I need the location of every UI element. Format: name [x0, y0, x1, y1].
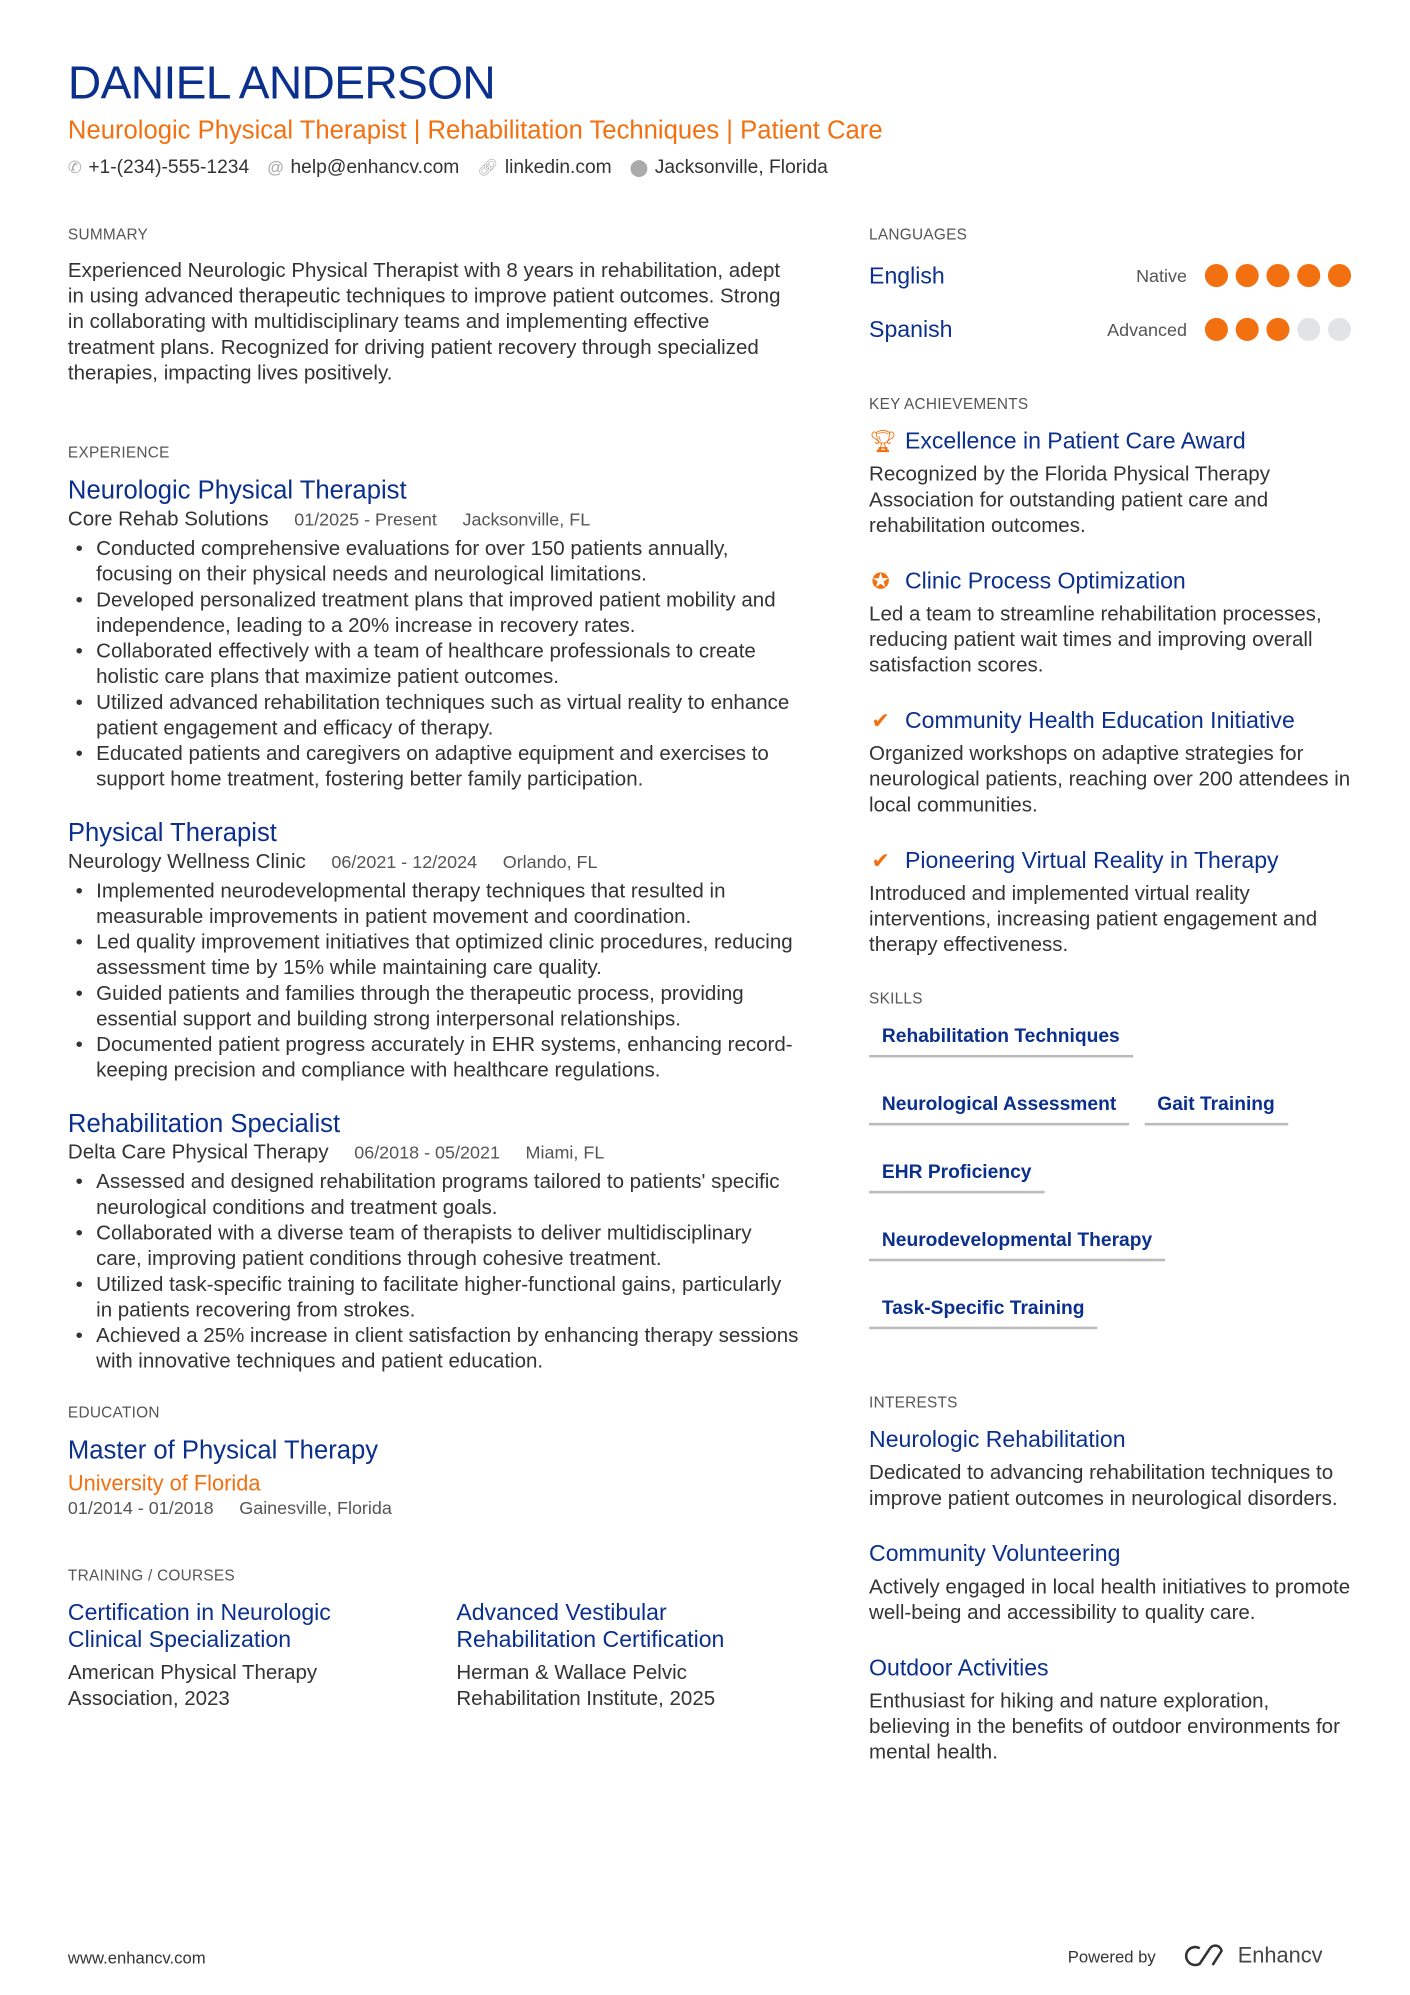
training-list: [68, 1600, 799, 1713]
bullet-item: • Conducted comprehensive evaluations for over 150 patients annually, focusing on their physical needs and neurological limitations.: [68, 537, 799, 588]
experience-list: [68, 477, 799, 1376]
skill-tag: Gait Training: [1144, 1088, 1287, 1125]
language-level: Advanced: [1107, 319, 1187, 340]
job-title: Physical Therapist: [67, 819, 277, 848]
rating-dot: [1236, 264, 1259, 287]
job-entry: [68, 1110, 799, 1375]
training-item: [68, 1600, 456, 1713]
linkedin-text[interactable]: linkedin.com: [504, 156, 612, 179]
job-dates: 06/2021 - 12/2024: [331, 851, 478, 872]
rating-dot: [1297, 318, 1320, 341]
job-location: Orlando, FL: [502, 851, 598, 872]
rating-dot: [1297, 264, 1320, 287]
school: University of Florida: [67, 1471, 261, 1496]
rating-dot: [1328, 318, 1351, 341]
phone-text: +1-(234)-555-1234: [88, 156, 250, 179]
achievement-desc: Introduced and implemented virtual reality interventions, increasing patient engagement and therapy effectiveness.: [869, 883, 1318, 957]
powered-by-label: Powered by: [1067, 1946, 1156, 1966]
training-desc: Herman & Wallace Pelvic Rehabilitation Institute, 2025: [456, 1662, 716, 1710]
interest-desc: Enthusiast for hiking and nature exploration, believing in the benefits of outdoor environments for mental health.: [869, 1690, 1340, 1764]
rating-dot: [1205, 318, 1228, 341]
contact-phone: [68, 156, 249, 178]
skill-tag: Task-Specific Training: [869, 1292, 1097, 1329]
summary-text: Experienced Neurologic Physical Therapist with 8 years in rehabilitation, adept in using advanced therapeutic techniques to improve patient outcomes. Strong in collaborating with multidisciplinary teams and implementing effective treatment plans. Recognized for driving patient recovery through specialized therapies, impacting lives positively.: [67, 260, 781, 385]
training-item: [456, 1600, 789, 1713]
trophy-icon: 🏆︎: [869, 428, 897, 454]
bullet-item: • Developed personalized treatment plans that improved patient mobility and independence, leading to a 20% increase in recovery rates.: [68, 588, 799, 639]
interest-item: [869, 1541, 1351, 1627]
job-entry: [68, 477, 799, 794]
interest-desc: Dedicated to advancing rehabilitation techniques to improve patient outcomes in neurological disorders.: [869, 1462, 1338, 1510]
job-bullets: [68, 537, 799, 793]
achievement-title: Pioneering Virtual Reality in Therapy: [904, 847, 1279, 873]
job-title: Neurologic Physical Therapist: [67, 476, 407, 506]
job-location: Miami, FL: [525, 1142, 605, 1163]
medal-icon: ✪: [871, 568, 890, 593]
footer-website[interactable]: www.enhancv.com: [67, 1948, 206, 1968]
check-icon: ✔: [871, 708, 890, 733]
company-name: Delta Care Physical Therapy: [67, 1142, 329, 1164]
bullet-item: • Led quality improvement initiatives that optimized clinic procedures, reducing assessment time by 15% while maintaining care quality.: [68, 931, 799, 982]
language-rating: [1205, 264, 1351, 287]
bullet-item: • Guided patients and families through the therapeutic process, providing essential support and building strong interpersonal relationships.: [68, 982, 799, 1033]
contact-linkedin[interactable]: [477, 156, 611, 178]
skill-tag: Neurodevelopmental Therapy: [869, 1224, 1165, 1261]
achievement-title: Excellence in Patient Care Award: [904, 428, 1246, 454]
training-heading: TRAINING / COURSES: [67, 1566, 235, 1585]
interest-desc: Actively engaged in local health initiatives to promote well-being and accessibility to quality care.: [869, 1576, 1351, 1625]
job-title: Rehabilitation Specialist: [67, 1110, 341, 1139]
company-name: Neurology Wellness Clinic: [67, 851, 306, 873]
interest-item: [869, 1427, 1351, 1513]
achievement-item: [869, 847, 1351, 959]
achievement-title-row: [869, 708, 1351, 735]
enhancv-logo: [1181, 1943, 1322, 1969]
job-bullets: [68, 1170, 799, 1375]
job-bullets: [68, 879, 799, 1084]
training-desc: American Physical Therapy Association, 2023: [67, 1662, 318, 1710]
achievements-list: [869, 428, 1351, 959]
training-title: Certification in Neurologic Clinical Specialization: [67, 1599, 331, 1653]
contact-bar: [68, 156, 828, 178]
achievement-title: Community Health Education Initiative: [904, 707, 1295, 734]
achievement-desc: Recognized by the Florida Physical Therapy Association for outstanding patient care and rehabilitation outcomes.: [869, 464, 1270, 538]
right-column: [869, 226, 1351, 1795]
job-dates: 06/2018 - 05/2021: [354, 1142, 500, 1163]
job-location: Jacksonville, FL: [462, 508, 591, 530]
brand-name: Enhancv: [1237, 1943, 1323, 1968]
achievement-title-row: [869, 847, 1351, 874]
job-meta: [68, 1142, 799, 1165]
education-location: Gainesville, Florida: [239, 1497, 392, 1518]
experience-heading: EXPERIENCE: [67, 443, 170, 462]
language-name: English: [869, 262, 945, 288]
candidate-name: DANIEL ANDERSON: [67, 56, 496, 109]
bullet-item: • Achieved a 25% increase in client satisfaction by enhancing therapy sessions with innovative techniques and patient education.: [68, 1324, 799, 1375]
check-icon: ✔: [871, 847, 890, 873]
interest-item: [869, 1655, 1351, 1767]
achievement-title: Clinic Process Optimization: [904, 567, 1186, 594]
achievement-desc: Led a team to streamline rehabilitation processes, reducing patient wait times and improving overall satisfaction scores.: [869, 603, 1322, 677]
education-dates: 01/2014 - 01/2018: [67, 1497, 214, 1518]
contact-email[interactable]: [267, 156, 459, 178]
bullet-item: • Documented patient progress accurately in EHR systems, enhancing record-keeping precision and compliance with healthcare regulations.: [68, 1033, 799, 1084]
languages-list: [869, 249, 1351, 357]
skill-tag: Neurological Assessment: [869, 1088, 1129, 1125]
left-column: [68, 226, 799, 1713]
bullet-item: • Collaborated effectively with a team of healthcare professionals to create holistic care plans that maximize patient outcomes.: [68, 640, 799, 691]
training-title: Advanced Vestibular Rehabilitation Certification: [456, 1599, 725, 1653]
interest-title: Neurologic Rehabilitation: [869, 1426, 1126, 1453]
rating-dot: [1236, 318, 1259, 341]
summary-heading: SUMMARY: [67, 225, 149, 244]
skill-tag: Rehabilitation Techniques: [869, 1020, 1133, 1057]
company-name: Core Rehab Solutions: [67, 508, 269, 531]
achievement-item: [869, 568, 1351, 680]
bullet-item: • Utilized task-specific training to facilitate higher-functional gains, particularly in patients recovering from strokes.: [68, 1273, 799, 1324]
language-name: Spanish: [869, 315, 953, 342]
location-pin-icon: ⬤: [629, 157, 649, 177]
email-text[interactable]: help@enhancv.com: [290, 156, 460, 179]
at-icon: @: [267, 157, 285, 177]
job-meta: [68, 509, 799, 532]
language-rating: [1205, 318, 1351, 341]
language-row: [869, 249, 1351, 303]
interests-list: [869, 1427, 1351, 1767]
rating-dot: [1266, 318, 1289, 341]
achievement-item: [869, 708, 1351, 820]
achievement-title-row: [869, 568, 1351, 595]
bullet-item: • Utilized advanced rehabilitation techniques such as virtual reality to enhance patient engagement and efficacy of therapy.: [68, 691, 799, 742]
headline: Neurologic Physical Therapist | Rehabilitation Techniques | Patient Care: [67, 116, 883, 145]
contact-location: [630, 156, 828, 178]
interest-title: Outdoor Activities: [869, 1654, 1049, 1681]
education-heading: EDUCATION: [67, 1403, 160, 1422]
degree: Master of Physical Therapy: [67, 1436, 379, 1466]
job-dates: 01/2025 - Present: [294, 508, 437, 530]
languages-heading: LANGUAGES: [869, 225, 968, 244]
bullet-item: • Collaborated with a diverse team of therapists to deliver multidisciplinary care, improving patient conditions through cohesive treatment.: [68, 1222, 799, 1273]
link-icon: 🔗︎: [477, 157, 499, 177]
rating-dot: [1266, 264, 1289, 287]
job-meta: [68, 851, 799, 874]
rating-dot: [1205, 264, 1228, 287]
location-text: Jacksonville, Florida: [654, 156, 828, 179]
language-level: Native: [1136, 265, 1187, 286]
bullet-item: • Assessed and designed rehabilitation programs tailored to patients' specific neurological conditions and treatment goals.: [68, 1170, 799, 1221]
rating-dot: [1328, 264, 1351, 287]
achievement-desc: Organized workshops on adaptive strategies for neurological patients, reaching over 200 attendees in local communities.: [869, 743, 1351, 817]
achievements-heading: KEY ACHIEVEMENTS: [869, 394, 1029, 413]
skills-list: [869, 1020, 1351, 1329]
language-row: [869, 303, 1351, 357]
phone-icon: ✆: [67, 157, 82, 177]
bullet-item: • Educated patients and caregivers on adaptive equipment and exercises to support home treatment, fostering better family participation.: [68, 742, 799, 793]
bullet-item: • Implemented neurodevelopmental therapy techniques that resulted in measurable improvements in patient movement and coordination.: [68, 879, 799, 930]
footer-powered: [1068, 1943, 1323, 1969]
skills-heading: SKILLS: [869, 989, 923, 1008]
interests-heading: INTERESTS: [869, 1393, 958, 1412]
job-entry: [68, 819, 799, 1084]
skill-tag: EHR Proficiency: [869, 1156, 1044, 1193]
achievement-title-row: [869, 428, 1351, 455]
enhancv-logo-icon: [1181, 1943, 1227, 1969]
achievement-item: [869, 428, 1351, 540]
interest-title: Community Volunteering: [869, 1540, 1121, 1567]
